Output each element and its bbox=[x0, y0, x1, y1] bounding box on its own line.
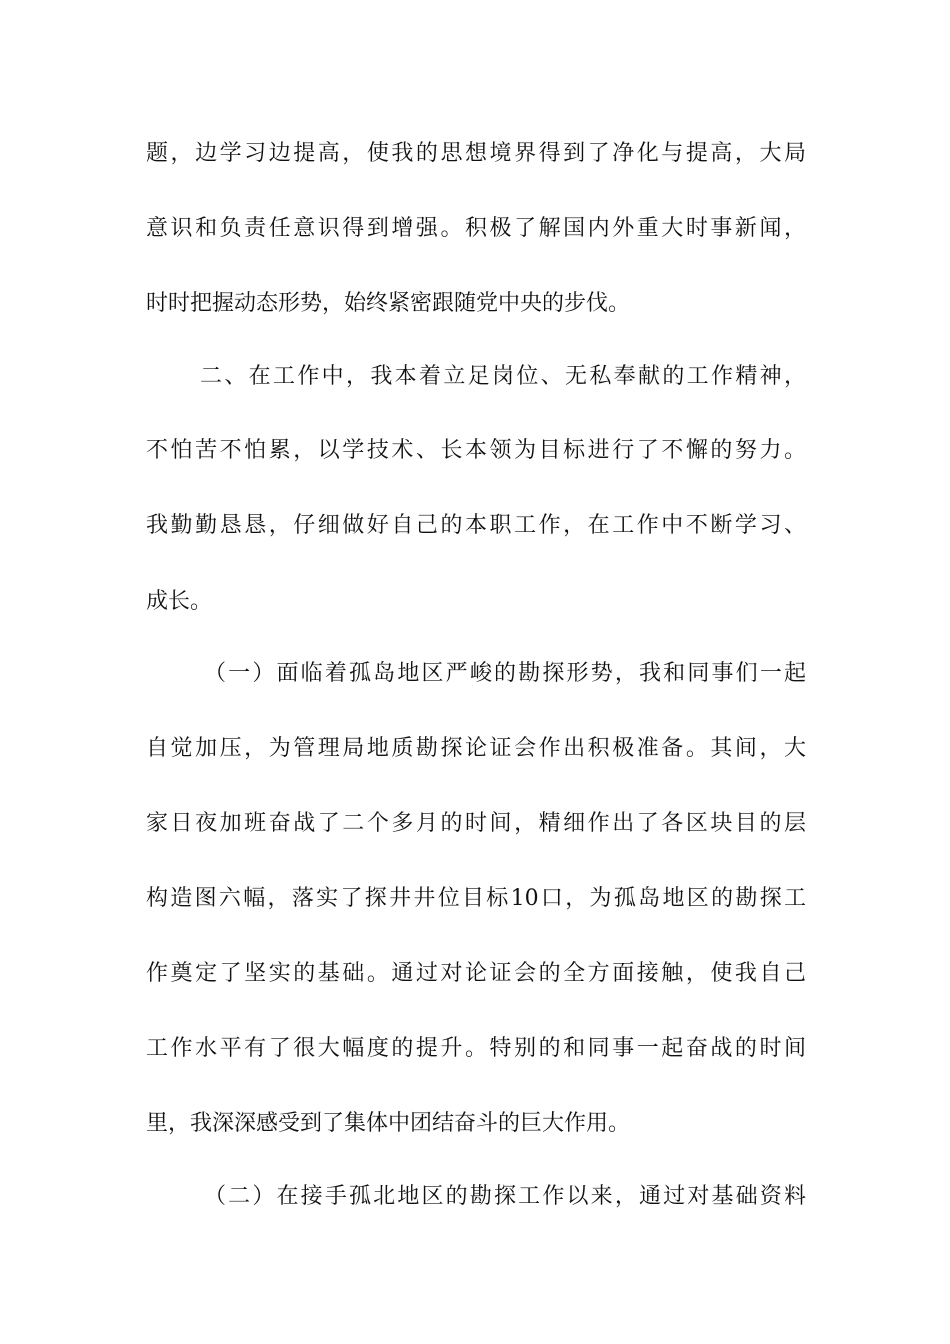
text-line: 里，我深深感受到了集体中团结奋斗的巨大作用。 bbox=[146, 1111, 631, 1136]
text-line: 工作水平有了很大幅度的提升。特别的和同事一起奋战的时间 bbox=[146, 1036, 806, 1061]
text-line: 不怕苦不怕累，以学技术、长本领为目标进行了不懈的努力。 bbox=[146, 438, 806, 463]
text-line: 时时把握动态形势，始终紧密跟随党中央的步伐。 bbox=[146, 291, 631, 316]
text-line: 二、在工作中，我本着立足岗位、无私奉献的工作精神， bbox=[200, 364, 806, 389]
text-line: （二）在接手孤北地区的勘探工作以来，通过对基础资料 bbox=[204, 1184, 806, 1209]
text-line: 题，边学习边提高，使我的思想境界得到了净化与提高，大局 bbox=[146, 141, 806, 166]
text-line: 成长。 bbox=[146, 589, 213, 614]
text-line: 构造图六幅，落实了探井井位目标10口，为孤岛地区的勘探工 bbox=[146, 886, 806, 911]
text-line: 意识和负责任意识得到增强。积极了解国内外重大时事新闻， bbox=[146, 216, 806, 241]
text-line: 家日夜加班奋战了二个多月的时间，精细作出了各区块目的层 bbox=[146, 811, 806, 836]
text-line: （一）面临着孤岛地区严峻的勘探形势，我和同事们一起 bbox=[204, 661, 806, 686]
text-line: 自觉加压，为管理局地质勘探论证会作出积极准备。其间，大 bbox=[146, 736, 806, 761]
text-line: 我勤勤恳恳，仔细做好自己的本职工作，在工作中不断学习、 bbox=[146, 513, 806, 538]
text-line: 作奠定了坚实的基础。通过对论证会的全方面接触，使我自己 bbox=[146, 961, 806, 986]
